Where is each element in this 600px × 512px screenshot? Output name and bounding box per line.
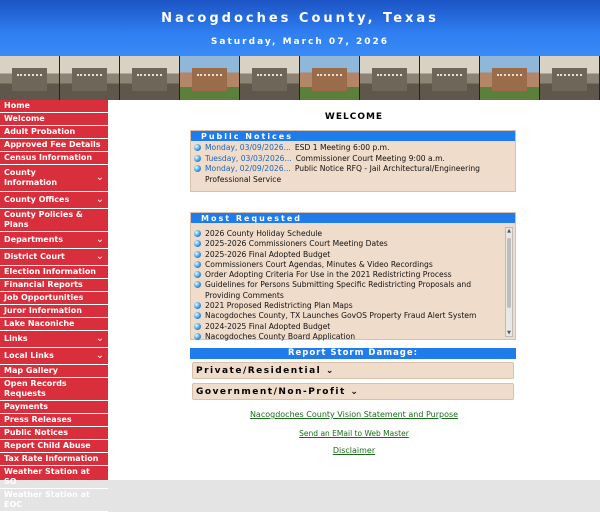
nav-item[interactable] [0, 100, 108, 113]
nav-item-label: Financial Reports [4, 280, 83, 289]
building-windows [77, 74, 103, 78]
chevron-down-icon: ⌄ [325, 366, 335, 376]
building-image [492, 68, 527, 91]
nav-item-label: Map Gallery [4, 366, 58, 375]
nav-item[interactable] [0, 232, 108, 249]
notice-text [205, 154, 445, 165]
most-requested-item[interactable] [194, 311, 501, 321]
nav-item[interactable] [0, 414, 108, 427]
nav-item-label: Home [4, 101, 30, 110]
nav-item-label: County Policies & Plans [4, 210, 83, 229]
banner-photo [180, 56, 240, 100]
bullet-icon [194, 333, 201, 340]
nav-item[interactable] [0, 266, 108, 279]
nav-item-label: Approved Fee Details [4, 140, 101, 149]
nav-item-label: Weather Station at SO [4, 467, 90, 486]
notice-date: Tuesday, 03/03/2026... [205, 153, 292, 163]
most-requested-item[interactable] [194, 229, 501, 239]
nav-item[interactable] [0, 152, 108, 165]
nav-item-label: Election Information [4, 267, 97, 276]
building-windows [497, 74, 523, 78]
building-windows [437, 74, 463, 78]
public-notice-item[interactable] [194, 164, 511, 185]
left-navigation [0, 100, 108, 509]
disclaimer-link[interactable]: Disclaimer [332, 446, 376, 455]
photo-banner [0, 56, 600, 100]
building-image [552, 68, 587, 91]
private-residential-dropdown[interactable] [192, 362, 514, 379]
nav-item-label: Links [4, 334, 28, 343]
chevron-down-icon: ⌄ [95, 172, 104, 183]
nav-item[interactable] [0, 249, 108, 266]
building-windows [137, 74, 163, 78]
nav-item[interactable] [0, 292, 108, 305]
nav-item[interactable] [0, 440, 108, 453]
nav-item[interactable] [0, 348, 108, 365]
most-requested-item[interactable] [194, 301, 501, 311]
public-notice-item[interactable] [194, 143, 511, 154]
nav-item-label: Census Information [4, 153, 93, 162]
banner-photo [360, 56, 420, 100]
nav-item[interactable] [0, 427, 108, 440]
nav-item[interactable] [0, 305, 108, 318]
scroll-up-arrow-icon[interactable]: ▲ [507, 228, 511, 234]
nav-item[interactable] [0, 318, 108, 331]
most-requested-label: Guidelines for Persons Submitting Specific Redistricting Proposals and Providing Comments [205, 280, 472, 300]
building-windows [317, 74, 343, 78]
most-requested-scrollbar[interactable] [505, 227, 513, 337]
nav-item-label: Welcome [4, 114, 45, 123]
nav-item[interactable] [0, 165, 108, 192]
bullet-icon [194, 271, 201, 278]
chevron-down-icon: ⌄ [95, 251, 104, 262]
banner-photo [240, 56, 300, 100]
bullet-icon [194, 251, 201, 258]
bullet-icon [194, 240, 201, 247]
nav-item-label: District Court [4, 252, 65, 261]
nav-item[interactable] [0, 401, 108, 414]
most-requested-list [194, 229, 501, 341]
most-requested-label: 2024-2025 Final Adopted Budget [205, 321, 331, 331]
email-webmaster-link[interactable]: Send an EMail to Web Master [299, 429, 409, 438]
nav-item[interactable] [0, 453, 108, 466]
chevron-down-icon: ⌄ [95, 333, 104, 344]
notice-date: Monday, 03/09/2026... [205, 143, 291, 152]
banner-photo [60, 56, 120, 100]
most-requested-label: Nacogdoches County Board Application [205, 331, 356, 341]
chevron-down-icon: ⌄ [95, 350, 104, 361]
notice-text [205, 164, 511, 185]
notice-title: Public Notice RFQ - Jail Architectural/Engineering Professional Service [205, 164, 480, 184]
nav-item[interactable] [0, 466, 108, 489]
most-requested-item[interactable] [194, 260, 501, 270]
nav-item[interactable] [0, 192, 108, 209]
banner-photo [480, 56, 540, 100]
site-header [0, 0, 600, 56]
building-image [312, 68, 347, 91]
nav-item[interactable] [0, 279, 108, 292]
most-requested-label: Nacogdoches County, TX Launches GovOS Property Fraud Alert System [205, 311, 477, 321]
building-image [432, 68, 467, 91]
banner-photo [540, 56, 600, 100]
scroll-thumb[interactable] [507, 238, 511, 308]
bullet-icon [194, 144, 201, 151]
bullet-icon [194, 261, 201, 268]
nav-item[interactable] [0, 209, 108, 232]
building-image [372, 68, 407, 91]
chevron-down-icon: ⌄ [95, 234, 104, 245]
building-image [72, 68, 107, 91]
nav-item[interactable] [0, 331, 108, 348]
bullet-icon [194, 323, 201, 330]
nav-item-label: County Information [4, 168, 58, 187]
storm-damage-heading: Report Storm Damage: [190, 348, 516, 359]
most-requested-label: Commissioners Court Agendas, Minutes & Video Recordings [205, 259, 433, 269]
nav-item-label: Local Links [4, 351, 54, 360]
most-requested-label: 2025-2026 Commissioners Court Meeting Dates [205, 239, 388, 249]
nav-item-label: Departments [4, 235, 64, 244]
chevron-down-icon: ⌄ [95, 194, 104, 205]
most-requested-label: 2025-2026 Final Adopted Budget [205, 249, 331, 259]
building-windows [257, 74, 283, 78]
notice-title: Commissioner Court Meeting 9:00 a.m. [295, 153, 445, 163]
nav-item-label: Report Child Abuse [4, 441, 91, 450]
site-title: Nacogdoches County, Texas [161, 11, 439, 26]
building-image [192, 68, 227, 91]
nav-item-label: County Offices [4, 195, 70, 204]
public-notices-panel [190, 130, 516, 192]
scroll-down-arrow-icon[interactable]: ▼ [507, 330, 511, 336]
chevron-down-icon: ⌄ [350, 387, 360, 397]
welcome-heading: WELCOME [324, 112, 384, 122]
nav-item-label: Juror Information [4, 306, 82, 315]
most-requested-label: 2026 County Holiday Schedule [205, 229, 323, 238]
government-nonprofit-label: Government/Non-Profit [196, 387, 346, 397]
private-residential-label: Private/Residential [196, 366, 322, 376]
building-image [12, 68, 47, 91]
banner-photo [120, 56, 180, 100]
building-windows [557, 74, 583, 78]
building-windows [197, 74, 223, 78]
building-image [132, 68, 167, 91]
public-notices-title: Public Notices [191, 131, 515, 141]
nav-item[interactable] [0, 489, 108, 512]
banner-photo [420, 56, 480, 100]
nav-item-label: Open Records Requests [4, 379, 67, 398]
most-requested-item[interactable] [194, 280, 501, 301]
nav-item-label: Press Releases [4, 415, 72, 424]
bullet-icon [194, 230, 201, 237]
nav-item-label: Adult Probation [4, 127, 76, 136]
public-notice-item[interactable] [194, 154, 511, 165]
notice-title: ESD 1 Meeting 6:00 p.m. [294, 143, 390, 152]
nav-item-label: Public Notices [4, 428, 68, 437]
public-notices-list [191, 141, 515, 187]
bullet-icon [194, 155, 201, 162]
building-image [252, 68, 287, 91]
vision-statement-link[interactable]: Nacogdoches County Vision Statement and Purpose [249, 410, 459, 419]
bullet-icon [194, 165, 201, 172]
most-requested-item[interactable] [194, 239, 501, 249]
bullet-icon [194, 281, 201, 288]
nav-item-label: Tax Rate Information [4, 454, 99, 463]
banner-photo [0, 56, 60, 100]
government-nonprofit-dropdown[interactable] [192, 383, 514, 400]
most-requested-label: 2021 Proposed Redistricting Plan Maps [205, 301, 353, 311]
building-windows [377, 74, 403, 78]
most-requested-item[interactable] [194, 270, 501, 280]
most-requested-item[interactable] [194, 332, 501, 342]
current-date: Saturday, March 07, 2026 [210, 37, 390, 47]
banner-photo [300, 56, 360, 100]
nav-item-label: Job Opportunities [4, 293, 84, 302]
bullet-icon [194, 312, 201, 319]
notice-date: Monday, 02/09/2026... [205, 164, 291, 173]
nav-item[interactable] [0, 378, 108, 401]
notice-text [205, 143, 390, 154]
bullet-icon [194, 302, 201, 309]
nav-item[interactable] [0, 365, 108, 378]
nav-item[interactable] [0, 126, 108, 139]
nav-item[interactable] [0, 139, 108, 152]
most-requested-panel [190, 212, 516, 340]
most-requested-title: Most Requested [191, 213, 515, 223]
nav-item-label: Weather Station at EOC [4, 490, 90, 509]
nav-item-label: Lake Naconiche [4, 319, 75, 328]
most-requested-label: Order Adopting Criteria For Use in the 2021 Redistricting Process [205, 270, 452, 280]
building-windows [17, 74, 43, 78]
nav-item-label: Payments [4, 402, 49, 411]
nav-item[interactable] [0, 113, 108, 126]
most-requested-item[interactable] [194, 322, 501, 332]
most-requested-item[interactable] [194, 250, 501, 260]
